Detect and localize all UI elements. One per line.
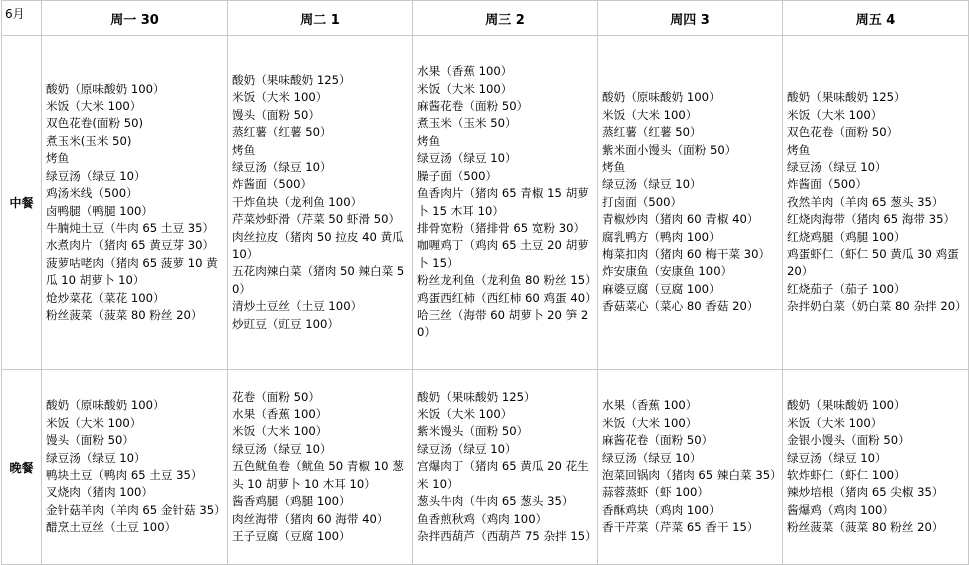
dish-item: 粉丝龙利鱼（龙利鱼 80 粉丝 15） [417,273,597,288]
dish-item: 米饭（大米 100） [602,107,698,122]
dish-item: 花卷（面粉 50） [232,389,321,404]
dish-item: 红烧肉海带（猪肉 65 海带 35） [787,212,956,227]
dish-item: 麻酱花卷（面粉 50） [417,99,529,114]
dish-item: 葱头牛肉（牛肉 65 葱头 35） [417,494,574,509]
dish-item: 米饭（大米 100） [232,90,328,105]
dish-item: 绿豆汤（绿豆 10） [46,450,146,465]
day-header-mon: 周一 30 [42,1,228,36]
dish-item: 绿豆汤（绿豆 10） [602,450,702,465]
dish-item: 煮玉米(玉米 50) [46,133,132,148]
dish-item: 泡菜回锅肉（猪肉 65 辣白菜 35） [602,468,782,482]
dish-item: 酸奶（原味酸奶 100） [46,81,165,96]
dish-item: 粉丝菠菜（菠菜 80 粉丝 20） [46,307,203,322]
dish-item: 青椒炒肉（猪肉 60 青椒 40） [602,212,759,227]
dish-item: 香酥鸡块（鸡肉 100） [602,502,721,517]
dish-item: 水煮肉片（猪肉 65 黄豆芽 30） [46,238,215,253]
dish-item: 绿豆汤（绿豆 10） [46,168,146,183]
dish-item: 鱼香煎秋鸡（鸡肉 100） [417,511,548,526]
dish-item: 酸奶（果味酸奶 125） [787,90,906,105]
dinner-cell-wed [413,370,598,565]
dish-item: 米饭（大米 100） [787,107,883,122]
meal-label-lunch: 中餐 [2,36,42,370]
dish-item: 双色花卷(面粉 50) [46,116,144,131]
dish-item: 醋烹土豆丝（土豆 100） [46,520,177,535]
dish-item: 蒜蓉蒸虾（虾 100） [602,485,709,500]
dish-item: 炒豇豆（豇豆 100） [232,316,339,331]
dish-item: 蒸红薯（红薯 50） [232,125,332,140]
dish-item: 烤鱼 [417,133,441,148]
dish-item: 梅菜扣肉（猪肉 60 梅干菜 30） [602,247,771,262]
dish-item: 臊子面（500） [417,168,498,183]
dish-item: 杂拌西葫芦（西葫芦 75 杂拌 15） [417,528,597,543]
dish-item: 水果（香蕉 100） [417,64,513,79]
dish-item: 绿豆汤（绿豆 10） [787,450,887,465]
dish-item: 鸡蛋西红柿（西红柿 60 鸡蛋 40） [417,290,597,305]
dish-item: 鸡蛋虾仁（虾仁 50 黄瓜 30 鸡蛋 20） [787,247,959,279]
dish-item: 酱爆鸡（鸡肉 100） [787,502,894,517]
dish-item: 酸奶（原味酸奶 100） [46,398,165,413]
dish-item: 馒头（面粉 50） [232,107,321,122]
dinner-row [2,370,969,565]
dish-item: 绿豆汤（绿豆 10） [232,159,332,174]
month-label: 6月 [2,1,42,36]
dinner-cell-tue [228,370,413,565]
dish-item: 哈三丝（海带 60 胡萝卜 20 笋 20） [417,307,589,340]
dish-item: 炸酱面（500） [232,177,313,192]
header-row [2,1,969,36]
dish-item: 米饭（大米 100） [232,424,328,439]
dish-item: 五花肉辣白菜（猪肉 50 辣白菜 50） [232,264,405,296]
dish-item: 双色花卷（面粉 50） [787,125,899,140]
dish-item: 馒头（面粉 50） [46,433,135,448]
dish-item: 米饭（大米 100） [417,407,513,422]
dish-item: 蒸红薯（红薯 50） [602,125,702,140]
dish-item: 粉丝菠菜（菠菜 80 粉丝 20） [787,520,944,535]
menu-table [1,0,969,565]
dish-item: 卤鸭腿（鸭腿 100） [46,203,153,218]
dish-item: 酸奶（原味酸奶 100） [602,90,721,105]
lunch-cell-fri [783,36,969,370]
dish-item: 酸奶（果味酸奶 125） [417,389,536,404]
dish-item: 米饭（大米 100） [602,415,698,430]
dish-item: 酸奶（果味酸奶 100） [787,398,906,413]
dish-item: 绿豆汤（绿豆 10） [232,441,332,456]
dish-item: 香干芹菜（芹菜 65 香干 15） [602,520,759,535]
dish-item: 烤鱼 [46,151,70,166]
dish-item: 炸安康鱼（安康鱼 100） [602,264,733,279]
dish-item: 排骨宽粉（猪排骨 65 宽粉 30） [417,220,586,235]
dish-item: 烤鱼 [232,142,256,157]
day-header-thu: 周四 3 [598,1,783,36]
meal-label-dinner: 晚餐 [2,370,42,565]
dish-item: 鸭块土豆（鸭肉 65 土豆 35） [46,468,203,482]
dish-item: 米饭（大米 100） [46,415,142,430]
dish-item: 五色鱿鱼卷（鱿鱼 50 青椒 10 葱头 10 胡萝卜 10 木耳 10） [232,459,404,491]
dish-item: 酸奶（果味酸奶 125） [232,72,351,87]
dish-item: 麻婆豆腐（豆腐 100） [602,281,721,296]
dish-item: 炝炒菜花（菜花 100） [46,290,165,305]
lunch-cell-mon [42,36,228,370]
dish-item: 孜然羊肉（羊肉 65 葱头 35） [787,194,944,209]
lunch-cell-tue [228,36,413,370]
day-header-fri: 周五 4 [783,1,969,36]
lunch-row [2,36,969,370]
dish-item: 叉烧肉（猪肉 100） [46,485,153,500]
dish-item: 宫爆肉丁（猪肉 65 黄瓜 20 花生米 10） [417,459,589,491]
dish-item: 绿豆汤（绿豆 10） [417,441,517,456]
dish-item: 干炸鱼块（龙利鱼 100） [232,194,363,209]
dish-item: 辣炒培根（猪肉 65 尖椒 35） [787,485,944,500]
dish-item: 肉丝拉皮（猪肉 50 拉皮 40 黄瓜 10） [232,229,404,262]
dish-item: 水果（香蕉 100） [602,398,698,413]
dish-item: 鸡汤米线（500） [46,186,138,201]
day-header-wed: 周三 2 [413,1,598,36]
dish-item: 煮玉米（玉米 50） [417,116,517,131]
dish-item: 香菇菜心（菜心 80 香菇 20） [602,299,759,314]
dish-item: 酱香鸡腿（鸡腿 100） [232,494,351,509]
lunch-cell-thu [598,36,783,370]
dish-item: 米饭（大米 100） [417,81,513,96]
dish-item: 肉丝海带（猪肉 60 海带 40） [232,511,389,526]
dish-item: 紫米馒头（面粉 50） [417,424,529,439]
dish-item: 烤鱼 [602,159,626,174]
dish-item: 软炸虾仁（虾仁 100） [787,468,906,482]
dish-item: 紫米面小馒头（面粉 50） [602,142,737,157]
dish-item: 绿豆汤（绿豆 10） [417,151,517,166]
dinner-cell-thu [598,370,783,565]
dish-item: 烤鱼 [787,142,811,157]
dish-item: 红烧鸡腿（鸡腿 100） [787,229,906,244]
dish-item: 红烧茄子（茄子 100） [787,281,906,296]
dish-item: 清炒土豆丝（土豆 100） [232,299,363,314]
dinner-cell-fri [783,370,969,565]
day-header-tue: 周二 1 [228,1,413,36]
dish-item: 菠萝咕咾肉（猪肉 65 菠萝 10 黄瓜 10 胡萝卜 10） [46,255,218,288]
dish-item: 米饭（大米 100） [46,99,142,114]
dish-item: 金银小馒头（面粉 50） [787,433,910,448]
dish-item: 打卤面（500） [602,194,683,209]
dish-item: 咖喱鸡丁（鸡肉 65 土豆 20 胡萝卜 15） [417,238,589,270]
dish-item: 水果（香蕉 100） [232,407,328,422]
dish-item: 鱼香肉片（猪肉 65 青椒 15 胡萝卜 15 木耳 10） [417,186,589,218]
dish-item: 绿豆汤（绿豆 10） [602,177,702,192]
dish-item: 杂拌奶白菜（奶白菜 80 杂拌 20） [787,299,967,314]
dish-item: 炸酱面（500） [787,177,868,192]
dish-item: 牛腩炖土豆（牛肉 65 土豆 35） [46,220,215,235]
dish-item: 芹菜炒虾滑（芹菜 50 虾滑 50） [232,212,401,227]
dish-item: 腐乳鸭方（鸭肉 100） [602,229,721,244]
dish-item: 王子豆腐（豆腐 100） [232,528,351,543]
lunch-cell-wed [413,36,598,370]
dish-item: 金针菇羊肉（羊肉 65 金针菇 35） [46,502,226,517]
dish-item: 绿豆汤（绿豆 10） [787,159,887,174]
dinner-cell-mon [42,370,228,565]
dish-item: 麻酱花卷（面粉 50） [602,433,714,448]
dish-item: 米饭（大米 100） [787,415,883,430]
